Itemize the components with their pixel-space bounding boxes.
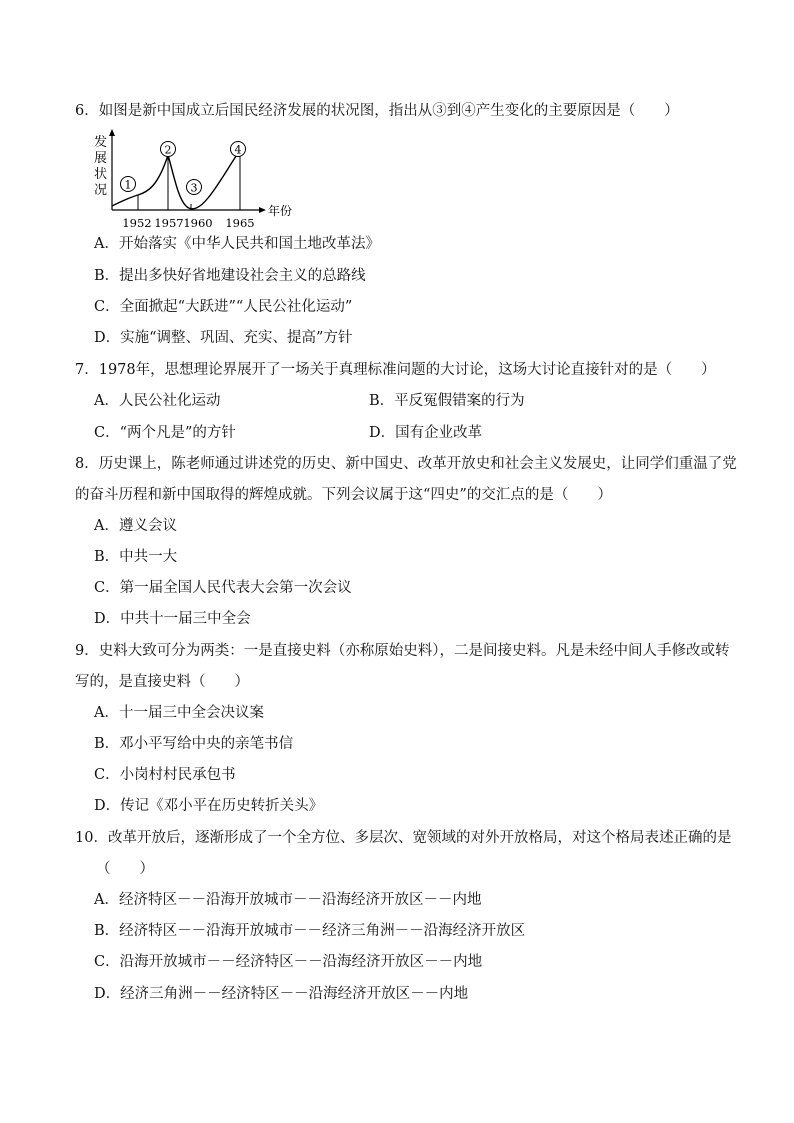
chart-ylabel-char: 展 — [94, 151, 108, 166]
q8-option-b: B．中共一大 — [94, 549, 178, 565]
question-9-stem-line1: 9．史料大致可分为两类：一是直接史料（亦称原始史料），二是间接史料。凡是未经中间人手修改或转 — [75, 643, 730, 659]
q7-option-b: B．平反冤假错案的行为 — [369, 393, 525, 409]
chart-tick-label: 1952 — [122, 216, 152, 230]
chart-ylabel-char: 状 — [94, 167, 108, 182]
q7-option-c: C．“两个凡是”的方针 — [94, 425, 236, 441]
question-8-stem-line1: 8．历史课上，陈老师通过讲述党的历史、新中国史、改革开放史和社会主义发展史，让同学们重温了党 — [75, 456, 737, 472]
q10-option-c: C．沿海开放城市－－经济特区－－沿海经济开放区－－内地 — [94, 954, 483, 970]
chart-point-label: 3 — [190, 181, 198, 195]
economy-development-chart — [90, 128, 300, 232]
question-8-stem-line2: 的奋斗历程和新中国取得的辉煌成就。下列会议属于这“四史”的交汇点的是（ ） — [75, 487, 612, 503]
chart-tick-label: 1957 — [154, 216, 184, 230]
q8-option-d: D．中共十一届三中全会 — [94, 611, 251, 627]
q6-option-c: C．全面掀起“大跃进”“人民公社化运动” — [94, 299, 353, 315]
chart-xlabel: 年份 — [268, 204, 293, 218]
q6-option-d: D．实施“调整、巩固、充实、提高”方针 — [94, 330, 353, 346]
chart-y-arrow — [109, 129, 115, 136]
q7-option-d: D．国有企业改革 — [369, 425, 483, 441]
chart-tick-label: 1960 — [183, 216, 213, 230]
q9-option-a: A．十一届三中全会决议案 — [94, 705, 264, 721]
q6-option-b: B．提出多快好省地建设社会主义的总路线 — [94, 268, 366, 284]
q9-option-b: B．邓小平写给中央的亲笔书信 — [94, 736, 294, 752]
chart-point-label: 1 — [124, 178, 132, 192]
chart-point-label: 4 — [234, 143, 242, 157]
q6-option-a: A．开始落实《中华人民共和国土地改革法》 — [94, 236, 380, 252]
q7-option-a: A．人民公社化运动 — [94, 393, 221, 409]
question-10-stem-line2: （ ） — [96, 861, 154, 877]
q8-option-c: C．第一届全国人民代表大会第一次会议 — [94, 580, 352, 596]
question-10-stem-line1: 10．改革开放后，逐渐形成了一个全方位、多层次、宽领域的对外开放格局，对这个格局表述正确的是 — [75, 830, 732, 846]
q10-option-b: B．经济特区－－沿海开放城市－－经济三角洲－－沿海经济开放区 — [94, 923, 526, 939]
chart-tick-label: 1965 — [225, 216, 255, 230]
chart-point-label: 2 — [164, 143, 172, 157]
q10-option-a: A．经济特区－－沿海开放城市－－沿海经济开放区－－内地 — [94, 892, 482, 908]
chart-x-arrow — [259, 207, 266, 213]
q10-option-d: D．经济三角洲－－经济特区－－沿海经济开放区－－内地 — [94, 986, 469, 1002]
question-7-stem: 7．1978年，思想理论界展开了一场关于真理标准问题的大讨论，这场大讨论直接针对的是（ ） — [75, 362, 716, 378]
chart-ylabel-char: 况 — [94, 183, 108, 198]
q9-option-d: D．传记《邓小平在历史转折关头》 — [94, 798, 324, 814]
q9-option-c: C．小岗村村民承包书 — [94, 767, 236, 783]
q8-option-a: A．遵义会议 — [94, 518, 177, 534]
question-9-stem-line2: 写的，是直接史料（ ） — [75, 674, 249, 690]
question-6-stem: 6．如图是新中国成立后国民经济发展的状况图，指出从③到④产生变化的主要原因是（ ） — [75, 103, 679, 119]
chart-ylabel-char: 发 — [94, 135, 108, 150]
